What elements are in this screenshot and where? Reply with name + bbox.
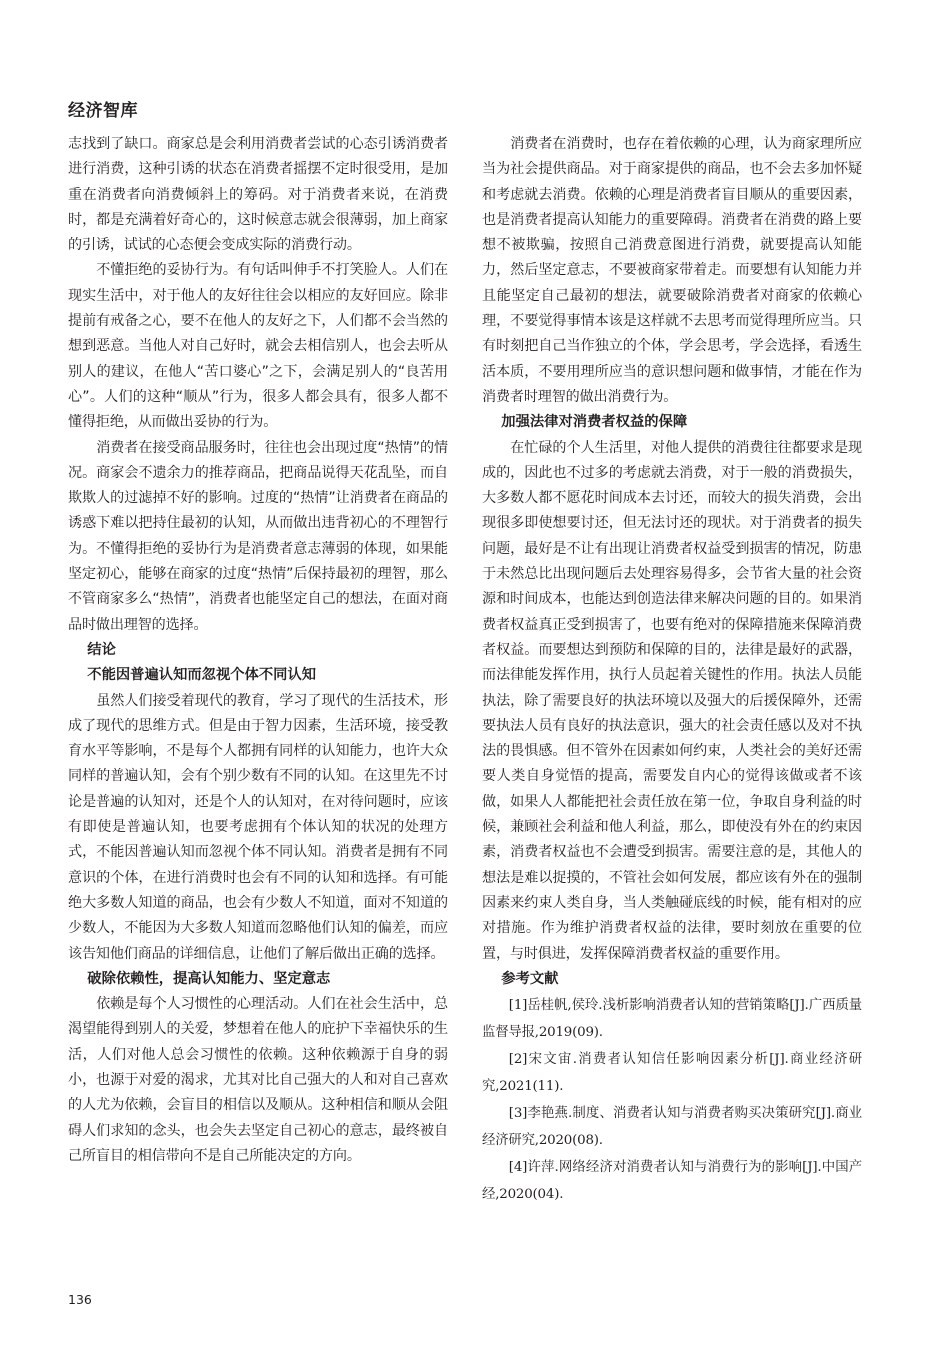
page-number: 136 — [68, 1292, 92, 1307]
reference-item: [4]许萍.网络经济对消费者认知与消费行为的影响[J].中国产经,2020(04). — [482, 1160, 862, 1203]
paragraph: 志找到了缺口。商家总是会利用消费者尝试的心态引诱消费者进行消费，这种引诱的状态在消费者摇摆不定时很受用，是加重在消费者向消费倾斜上的筹码。对于消费者来说，在消费时，都是充满着好奇心的，这时候意志就会很薄弱，加上商家的引诱，试试的心态便会变成实际的消费行动。 — [68, 136, 448, 254]
paragraph: 不懂拒绝的妥协行为。有句话叫伸手不打笑脸人。人们在现实生活中，对于他人的友好往往会以相应的友好回应。除非提前有戒备之心，要不在他人的友好之下，人们都不会当然的想到恶意。当他人对自己好时，就会去相信别人，也会去听从别人的建议，在他人“苦口婆心”之下，会满足别人的“良苦用心”。人们的这种“顺从”行为，很多人都会具有，很多人都不懂得拒绝，从而做出妥协的行为。 — [68, 262, 448, 431]
reference-item: [2]宋文宙.消费者认知信任影响因素分析[J].商业经济研究,2021(11). — [482, 1052, 862, 1095]
left-column — [68, 132, 448, 1169]
paragraph: 在忙碌的个人生活里，对他人提供的消费往往都要求是现成的，因此也不过多的考虑就去消费，对于一般的消费损失，大多数人都不愿花时间成本去讨还，而较大的损失消费，会出现很多即使想要讨还，但无法讨还的现状。对于消费者的损失问题，最好是不让有出现让消费者权益受到损害的情况，防患于未然总比出现问题后去处理容易得多，会节省大量的社会资源和时间成本，也能达到创造法律来解决问题的目的。如果消费者权益真正受到损害了，也要有绝对的保障措施来保障消费者权益。而要想达到预防和保障的目的，法律是最好的武器，而法律能发挥作用，执行人员起着关键性的作用。执法人员能执法，除了需要良好的执法环境以及强大的后援保障外，还需要执法人员有良好的执法意识，强大的社会责任感以及对不执法的畏惧感。但不管外在因素如何约束，人类社会的美好还需要人类自身觉悟的提高，需要发自内心的觉得该做或者不该做，如果人人都能把社会责任放在第一位，争取自身利益的时候，兼顾社会利益和他人利益，那么，即使没有外在的约束因素，消费者权益也不会遭受到损害。需要注意的是，其他人的想法是难以捉摸的，不管社会如何发展，都应该有外在的强制因素来约束人类自身，当人类触碰底线的时候，能有相对的应对措施。作为维护消费者权益的法律，要时刻放在重要的位置，与时俱进，发挥保障消费者权益的重要作用。 — [482, 439, 862, 962]
subsection-heading: 加强法律对消费者权益的保障 — [501, 414, 688, 431]
section-heading-conclusion: 结论 — [87, 641, 116, 658]
paragraph: 依赖是每个人习惯性的心理活动。人们在社会生活中，总渴望能得到别人的关爱，梦想着在他人的庇护下幸福快乐的生活，人们对他人总会习惯性的依赖。这种依赖源于自身的弱小，也源于对爱的渴求，尤其对比自己强大的人和对自己喜欢的人尤为依赖，会盲目的相信以及顺从。这种相信和顺从会阻碍人们求知的念头，也会失去坚定自己初心的意志，最终被自己所盲目的相信带向不是自己所能决定的方向。 — [68, 996, 448, 1164]
paragraph: 虽然人们接受着现代的教育，学习了现代的生活技术，形成了现代的思维方式。但是由于智力因素，生活环境，接受教育水平等影响，不是每个人都拥有同样的认知能力，也许大众同样的普遍认知，会有个别少数有不同的认知。在这里先不讨论是普遍的认知对，还是个人的认知对，在对待问题时，应该有即使是普遍认知，也要考虑拥有个体认知的状况的处理方式，不能因普遍认知而忽视个体不同认知。消费者是拥有不同意识的个体，在进行消费时也会有不同的认知和选择。有可能绝大多数人知道的商品，也会有少数人不知道，面对不知道的少数人，不能因为大多数人知道而忽略他们认知的偏差，而应该告知他们商品的详细信息，让他们了解后做出正确的选择。 — [68, 692, 448, 962]
reference-item: [1]岳桂帆,侯玲.浅析影响消费者认知的营销策略[J].广西质量监督导报,2019(09). — [482, 998, 862, 1041]
paragraph: 消费者在接受商品服务时，往往也会出现过度“热情”的情况。商家会不遗余力的推荐商品，把商品说得天花乱坠，而自欺欺人的过滤掉不好的影响。过度的“热情”让消费者在商品的诱惑下难以把持住最初的认知，从而做出违背初心的不理智行为。不懂得拒绝的妥协行为是消费者意志薄弱的体现，如果能坚定初心，能够在商家的过度“热情”后保持最初的理智，那么不管商家多么“热情”，消费者也能坚定自己的想法，在面对商品时做出理智的选择。 — [68, 439, 448, 633]
paragraph: 消费者在消费时，也存在着依赖的心理，认为商家理所应当为社会提供商品。对于商家提供的商品，也不会去多加怀疑和考虑就去消费。依赖的心理是消费者盲目顺从的重要因素，也是消费者提高认知能力的重要障碍。消费者在消费的路上要想不被欺骗，按照自己消费意图进行消费，就要提高认知能力，然后坚定意志，不要被商家带着走。而要想有认知能力并且能坚定自己最初的想法，就要破除消费者对商家的依赖心理，不要觉得事情本该是这样就不去思考而觉得理所应当。只有时刻把自己当作独立的个体，学会思考，学会选择，看透生活本质，不要用理所应当的意识想问题和做事情，才能在作为消费者时理智的做出消费行为。 — [482, 136, 862, 405]
reference-item: [3]李艳燕.制度、消费者认知与消费者购买决策研究[J].商业经济研究,2020(08). — [482, 1106, 862, 1149]
right-column — [482, 132, 862, 1208]
subsection-heading: 破除依赖性，提高认知能力、坚定意志 — [87, 970, 331, 987]
journal-name: 经济智库 — [68, 101, 138, 121]
subsection-heading: 不能因普遍认知而忽视个体不同认知 — [87, 667, 317, 684]
references-heading: 参考文献 — [501, 970, 559, 987]
